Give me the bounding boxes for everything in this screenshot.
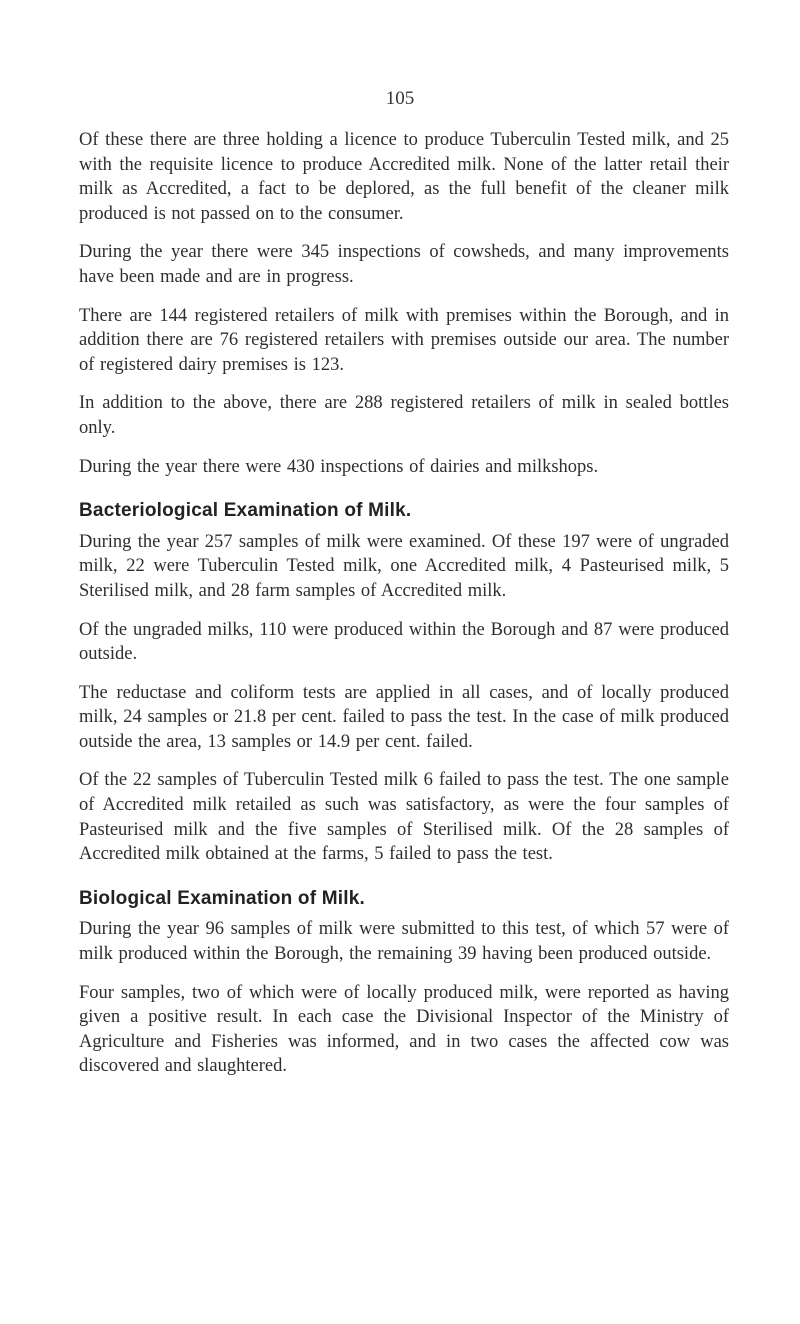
paragraph-ungraded-milks: Of the ungraded milks, 110 were produced within the Borough and 87 were produced outside. [79, 619, 729, 665]
paragraph-registered-retailers: There are 144 registered retailers of milk with premises within the Borough, and in addition there are 76 registered retailers with premises outside our area. The number of registered dairy premises is 123. [79, 305, 729, 375]
paragraph-positive-results: Four samples, two of which were of locally produced milk, were reported as having given a positive result. In each case the Divisional Inspector of the Ministry of Agriculture and Fisheries was informed, and in two cases the affected cow was discovered and slaughtered. [79, 982, 729, 1077]
paragraph-licences: Of these there are three holding a licence to produce Tuberculin Tested milk, and 25 with the requisite licence to produce Accredited milk. None of the latter retail their milk as Accredited, a fact to be deplored, as the full benefit of the cleaner milk produced is not passed on to the consumer. [79, 130, 729, 224]
heading-bacteriological-examination: Bacteriological Examination of Milk. [79, 500, 412, 522]
page-number: 105 [385, 88, 415, 109]
paragraph-biological-samples: During the year 96 samples of milk were submitted to this test, of which 57 were of milk produced within the Borough, the remaining 39 having been produced outside. [79, 919, 729, 965]
paragraph-tuberculin-results: Of the 22 samples of Tuberculin Tested milk 6 failed to pass the test. The one sample of Accredited milk retailed as such was satisfactory, as were the four samples of Pasteurised milk and the five samples of Sterilised milk. Of the 28 samples of Accredited milk obtained at the farms, 5 failed to pass the test. [79, 770, 729, 865]
paragraph-sealed-bottle-retailers: In addition to the above, there are 288 registered retailers of milk in sealed bottles only. [79, 393, 729, 438]
paragraph-dairy-inspections: During the year there were 430 inspections of dairies and milkshops. [79, 456, 599, 477]
paragraph-samples-examined: During the year 257 samples of milk were examined. Of these 197 were of ungraded milk, 22 were Tuberculin Tested milk, one Accredited milk, 4 Pasteurised milk, 5 Sterilised milk, and 28 farm samples of Accredited milk. [79, 531, 729, 601]
document-body [79, 128, 729, 1093]
paragraph-reductase-tests: The reductase and coliform tests are applied in all cases, and of locally produced milk, 24 samples or 21.8 per cent. failed to pass the test. In the case of milk produced outside the area, 13 samples or 14.9 per cent. failed. [79, 682, 729, 752]
paragraph-cowshed-inspections: During the year there were 345 inspections of cowsheds, and many improvements have been made and are in progress. [79, 242, 729, 287]
heading-biological-examination: Biological Examination of Milk. [79, 887, 365, 909]
